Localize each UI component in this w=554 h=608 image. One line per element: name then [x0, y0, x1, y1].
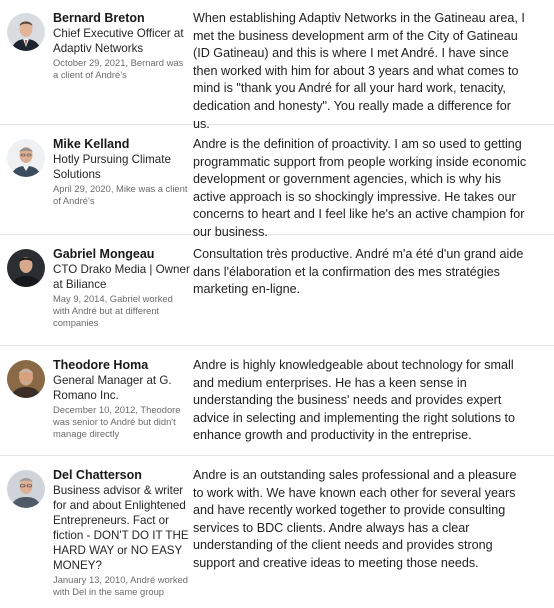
person-photo-grey-icon [7, 139, 45, 177]
recommendation-card [0, 346, 554, 456]
recommendation-card [0, 0, 554, 131]
recommender-headline: Hotly Pursuing Climate Solutions [53, 153, 171, 181]
avatar[interactable] [7, 139, 45, 177]
avatar[interactable] [7, 360, 45, 398]
person-photo-dark-icon [7, 249, 45, 287]
recommendation-text: Andre is highly knowledgeable about technology for small and medium enterprises. He has a keen sense in understanding the business' needs and provides expert advice in selecting and implementing the right solutions to enhance growth and productivity in the entreprise. [193, 358, 516, 443]
person-photo-light-icon [7, 470, 45, 508]
recommender-info [0, 244, 193, 345]
recommender-name[interactable]: Gabriel Mongeau [53, 247, 155, 261]
recommender-name[interactable]: Bernard Breton [53, 11, 145, 25]
recommender-name[interactable]: Del Chatterson [53, 468, 142, 482]
person-photo-warm-icon [7, 360, 45, 398]
recommendation-card [0, 125, 554, 239]
recommender-headline: CTO Drako Media | Owner at Biliance [53, 263, 190, 291]
recommender-info [0, 134, 193, 234]
recommendation-text: Consultation très productive. André m'a été d'un grand aide dans l'élaboration et la confirmation des mes stratégies marketing en-ligne. [193, 247, 524, 297]
recommender-name[interactable]: Theodore Homa [53, 358, 149, 372]
avatar[interactable] [7, 13, 45, 51]
recommendation-relation: October 29, 2021, Bernard was a client of André’s [53, 57, 184, 80]
recommender-info [0, 465, 193, 608]
recommendation-card [0, 235, 554, 346]
recommendation-relation: January 13, 2010, André worked with Del in the same group [53, 574, 188, 597]
recommender-info [0, 355, 193, 455]
recommendation-text: Andre is the definition of proactivity. I am so used to getting programmatic support from people working inside economic development or government agencies, which is why his active approach is so shockingly impressive. He takes our concerns to heart and I feel like he's an active champion for our business. [193, 137, 527, 239]
recommender-name[interactable]: Mike Kelland [53, 137, 130, 151]
recommendation-card [0, 456, 554, 608]
recommender-headline: Chief Executive Officer at Adaptiv Networks [53, 27, 184, 55]
recommender-headline: General Manager at G. Romano Inc. [53, 374, 172, 402]
recommendation-text: Andre is an outstanding sales professional and a pleasure to work with. We have known each other for several years and have recently worked together to provide consulting services to BDC clients. Andre always has a clear understanding of the client needs and provides strong support and creative ideas to meeting those needs. [193, 468, 517, 570]
recommendation-relation: December 10, 2012, Theodore was senior to André but didn't manage directly [53, 404, 181, 439]
person-photo-suit-icon [7, 13, 45, 51]
recommender-info [0, 8, 193, 124]
recommendation-text: When establishing Adaptiv Networks in the Gatineau area, I met the business development arm of the City of Gatineau (ID Gatineau) and this is where I met André. I have since then worked with him for about 3 years and what comes to mind is "thank you André for all your hard work, tenacity, dedication and honesty". You really made a difference for us. [193, 11, 525, 131]
recommendation-relation: April 29, 2020, Mike was a client of André’s [53, 183, 188, 206]
recommendation-relation: May 9, 2014, Gabriel worked with André but at different companies [53, 293, 173, 328]
avatar[interactable] [7, 470, 45, 508]
recommender-headline: Business advisor & writer for and about Enlightened Entrepreneurs. Fact or fiction - DON'T DO IT THE HARD WAY or NO EASY MONEY? [53, 484, 189, 572]
avatar[interactable] [7, 249, 45, 287]
